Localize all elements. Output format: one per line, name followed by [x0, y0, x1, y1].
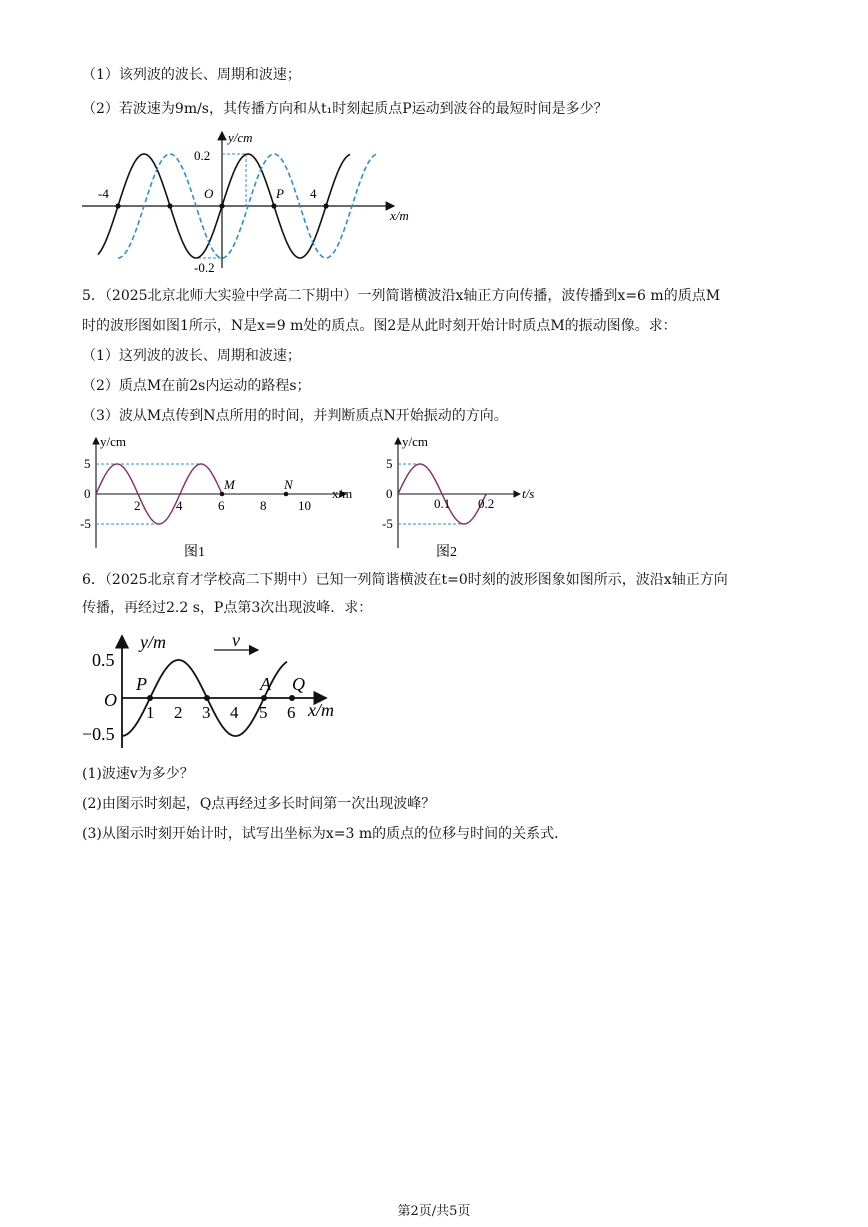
q6-point-q: Q: [292, 674, 305, 694]
q5f1-x-label: x/m: [332, 486, 353, 501]
q6-tick: 1: [146, 703, 155, 722]
q5f2-y-label: y/cm: [402, 434, 428, 449]
q5f2-y-bottom: -5: [382, 516, 393, 531]
q4-right-tick: 4: [310, 186, 317, 201]
q4-bottom-label: -0.2: [194, 260, 215, 275]
q4-dot: [167, 203, 172, 208]
q5f1-caption: 图1: [184, 545, 205, 560]
q6-tick: 5: [259, 703, 268, 722]
q5-figure-1: [78, 432, 368, 562]
q6-tick: 4: [230, 703, 239, 722]
q6-point-p: P: [136, 674, 147, 694]
q4-point-p: P: [276, 186, 284, 201]
q6-tick: 6: [287, 703, 296, 722]
q5f2-tick: 0.1: [434, 496, 451, 511]
q5-figure-2: [382, 432, 552, 562]
page-footer: 第2页/共5页: [397, 1204, 471, 1219]
q6-origin: O: [104, 690, 117, 710]
q4-y-label: y/cm: [228, 130, 253, 145]
q5-sub3: （3）波从M点传到N点所用的时间，并判断质点N开始振动的方向。: [82, 408, 508, 424]
q5-text-line2: 时的波形图如图1所示，N是x=9 m处的质点。图2是从此时刻开始计时质点M的振动图像。求：: [82, 318, 677, 334]
q5f1-tick: 2: [134, 498, 141, 513]
q4-dot: [323, 203, 328, 208]
q6-figure: [82, 628, 352, 758]
q5f1-y-top: 5: [84, 456, 91, 471]
q4-x-label: x/m: [390, 208, 409, 223]
q6-tick: 3: [202, 703, 211, 722]
q4-dot: [219, 203, 224, 208]
q5f1-tick: 6: [218, 498, 225, 513]
q4-origin-label: O: [204, 186, 214, 201]
q6-sub1: (1)波速v为多少？: [82, 766, 194, 782]
q5f2-caption: 图2: [436, 545, 457, 560]
q5f2-x-label: t/s: [522, 486, 535, 501]
q6-y-label: y/m: [140, 632, 166, 652]
q6-y-top: 0.5: [92, 650, 115, 670]
q5f2-tick: 0.2: [478, 496, 495, 511]
q4-sub2: （2）若波速为9m/s，其传播方向和从t₁时刻起质点P运动到波谷的最短时间是多少？: [82, 101, 608, 117]
q5f1-y-zero: 0: [84, 486, 91, 501]
q5-sub2: （2）质点M在前2s内运动的路程s；: [82, 378, 311, 394]
q4-dot: [271, 203, 276, 208]
q4-left-tick: -4: [98, 186, 109, 201]
q6-text-line1: 6．（2025北京育才学校高二下期中）已知一列简谐横波在t=0时刻的波形图象如图所示，波沿x轴正方向: [82, 572, 728, 588]
q5f1-point-m: M: [224, 477, 235, 492]
q5f2-y-zero: 0: [386, 486, 393, 501]
q5f2-y-top: 5: [386, 456, 393, 471]
q5-sub1: （1）这列波的波长、周期和波速；: [82, 348, 301, 364]
q4-sub1: （1）该列波的波长、周期和波速；: [82, 67, 301, 83]
q5f1-tick: 4: [176, 498, 183, 513]
q5f1-point-n: N: [284, 477, 293, 492]
q4-dot: [115, 203, 120, 208]
q5f1-y-label: y/cm: [100, 434, 126, 449]
q5f1-tick: 10: [298, 498, 311, 513]
q6-sub2: (2)由图示时刻起，Q点再经过多长时间第一次出现波峰？: [82, 796, 436, 812]
q6-x-label: x/m: [308, 700, 334, 720]
q6-text-line2: 传播，再经过2.2 s，P点第3次出现波峰．求：: [82, 600, 373, 616]
q5f1-y-bottom: -5: [80, 516, 91, 531]
q5-text-line1: 5．（2025北京北师大实验中学高二下期中）一列简谐横波沿x轴正方向传播，波传播到x=6 m的质点M: [82, 288, 721, 304]
q4-wave-figure: [78, 128, 423, 276]
q6-y-bottom: −0.5: [82, 724, 115, 744]
q4-top-label: 0.2: [194, 148, 211, 163]
q6-point-a: A: [260, 674, 271, 694]
q6-v-label: v: [232, 630, 240, 650]
q6-sub3: (3)从图示时刻开始计时，试写出坐标为x=3 m的质点的位移与时间的关系式．: [82, 826, 569, 842]
q6-tick: 2: [174, 703, 183, 722]
q5f1-tick: 8: [260, 498, 267, 513]
